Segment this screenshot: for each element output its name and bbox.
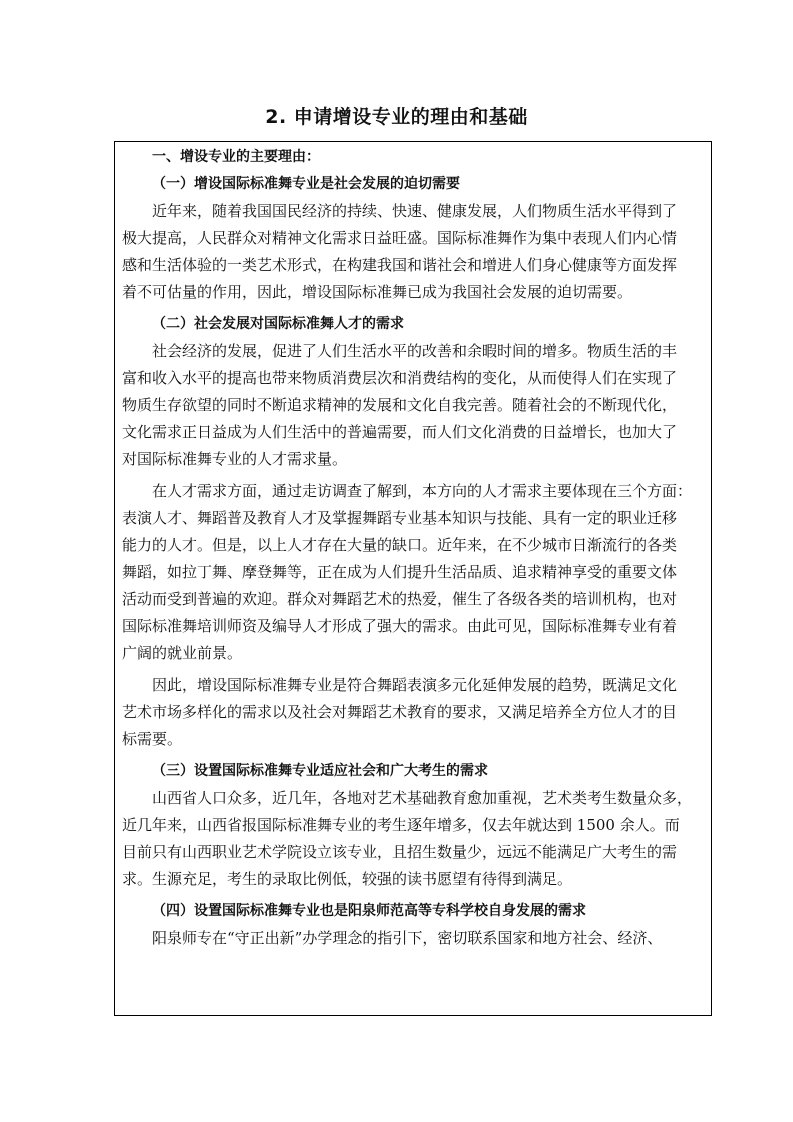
section-3 (122, 758, 712, 893)
paragraph (122, 672, 712, 753)
paragraph (122, 338, 712, 473)
paragraph (122, 478, 712, 667)
text-line: 阳泉师专在“守正出新”办学理念的指引下，密切联系国家和地方社会、经济、 (152, 929, 663, 947)
text-line: 极大提高，人民群众对精神文化需求日益旺盛。国际标准舞作为集中表现人们内心情 (122, 229, 678, 247)
text-line: 求。生源充足，考生的录取比例低，较强的读书愿望有待得到满足。 (122, 870, 573, 888)
reason-table-cell (114, 141, 712, 1016)
text-line: 艺术市场多样化的需求以及社会对舞蹈艺术教育的要求，又满足培养全方位人才的目 (122, 703, 678, 721)
text-line: 感和生活体验的一类艺术形式，在构建我国和谐社会和增进人们身心健康等方面发挥 (122, 256, 678, 274)
section-1 (122, 171, 712, 306)
text-line: 标需要。 (122, 730, 183, 748)
text-line: 着不可估量的作用，因此，增设国际标准舞已成为我国社会发展的迫切需要。 (122, 283, 633, 301)
text-line: 能力的人才。但是，以上人才存在大量的缺口。近年来，在不少城市日渐流行的各类 (122, 536, 678, 554)
text-line: 近几年来，山西省报国际标准舞专业的考生逐年增多，仅去年就达到 1500 余人。而 (122, 816, 680, 834)
text-line: 在人才需求方面，通过走访调查了解到，本方向的人才需求主要体现在三个方面： (152, 482, 693, 500)
text-line: 对国际标准舞专业的人才需求量。 (122, 450, 348, 468)
reason-content (122, 144, 712, 952)
paragraph (122, 785, 712, 893)
text-line: 因此，增设国际标准舞专业是符合舞蹈表演多元化延伸发展的趋势，既满足文化 (152, 676, 678, 694)
text-line: 表演人才、舞蹈普及教育人才及掌握舞蹈专业基本知识与技能、具有一定的职业迁移 (122, 509, 678, 527)
section-heading: （三）设置国际标准舞专业适应社会和广大考生的需求 (152, 763, 488, 779)
text-line: 国际标准舞培训师资及编导人才形成了强大的需求。由此可见，国际标准舞专业有着 (122, 617, 678, 635)
section-heading: （二）社会发展对国际标准舞人才的需求 (152, 316, 404, 332)
text-line: 社会经济的发展，促进了人们生活水平的改善和余暇时间的增多。物质生活的丰 (152, 342, 678, 360)
main-heading: 一、增设专业的主要理由： (152, 149, 320, 165)
text-line: 舞蹈，如拉丁舞、摩登舞等，正在成为人们提升生活品质、追求精神享受的重要文体 (122, 563, 678, 581)
section-heading: （四）设置国际标准舞专业也是阳泉师范高等专科学校自身发展的需求 (152, 903, 586, 919)
text-line: 山西省人口众多，近几年，各地对艺术基础教育愈加重视，艺术类考生数量众多， (152, 789, 693, 807)
section-heading: （一）增设国际标准舞专业是社会发展的迫切需要 (152, 176, 460, 192)
paragraph (122, 925, 712, 952)
section-2 (122, 311, 712, 753)
text-line: 富和收入水平的提高也带来物质消费层次和消费结构的变化，从而使得人们在实现了 (122, 369, 678, 387)
text-line: 广阔的就业前景。 (122, 644, 243, 662)
paragraph (122, 198, 712, 306)
text-line: 物质生存欲望的同时不断追求精神的发展和文化自我完善。随着社会的不断现代化， (122, 396, 678, 414)
text-line: 近年来，随着我国国民经济的持续、快速、健康发展，人们物质生活水平得到了 (152, 202, 678, 220)
document-title: 2. 申请增设专业的理由和基础 (265, 106, 528, 128)
section-4 (122, 898, 712, 952)
text-line: 活动而受到普遍的欢迎。群众对舞蹈艺术的热爱，催生了各级各类的培训机构，也对 (122, 590, 678, 608)
text-line: 文化需求正日益成为人们生活中的普遍需要，而人们文化消费的日益增长，也加大了 (122, 423, 678, 441)
text-line: 目前只有山西职业艺术学院设立该专业，且招生数量少，远远不能满足广大考生的需 (122, 843, 678, 861)
